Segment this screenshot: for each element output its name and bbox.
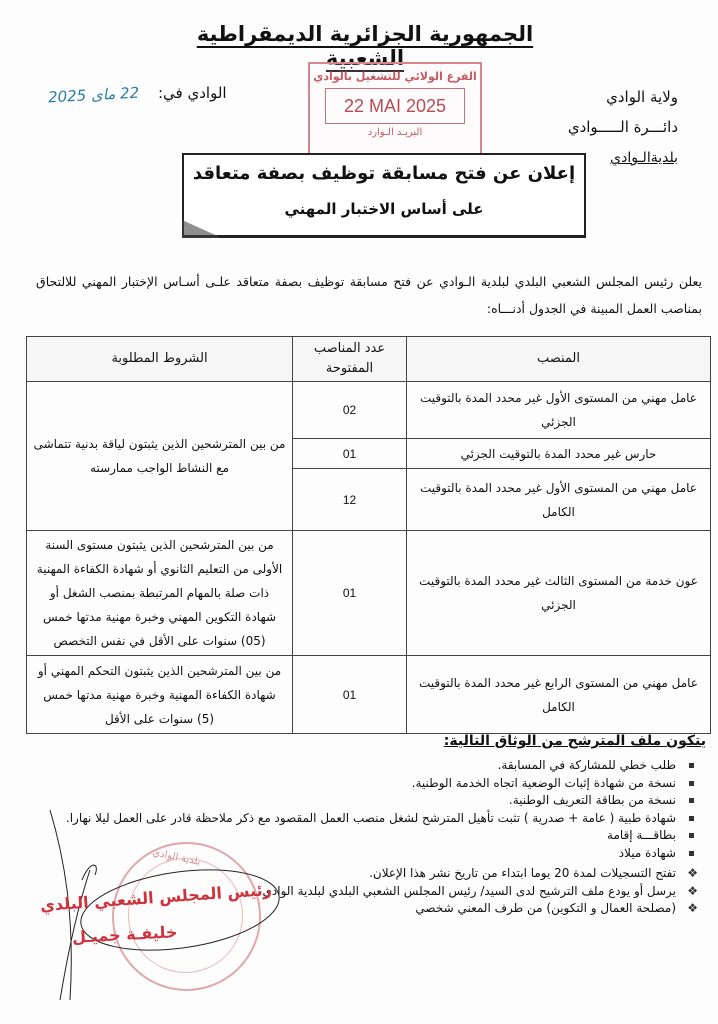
handwritten-date: 22 ماى 2025 bbox=[47, 83, 140, 107]
positions-table bbox=[26, 336, 711, 734]
document-item: نسخة من شهادة إثبات الوضعية اتجاه الخدمة الوطنية. bbox=[66, 775, 706, 793]
diamond-bullet-icon: ❖ bbox=[687, 883, 698, 898]
header-conditions: الشروط المطلوبة bbox=[27, 337, 293, 382]
post-count: 02 bbox=[293, 382, 407, 439]
announcement-title-line2: على أساس الاختبار المهني bbox=[284, 200, 484, 218]
stamp-incoming-mail: البريـد الـوارد bbox=[367, 127, 423, 138]
post-count: 01 bbox=[293, 439, 407, 469]
diamond-bullet-icon: ❖ bbox=[687, 866, 698, 880]
table-row bbox=[27, 382, 711, 439]
note-item bbox=[263, 865, 707, 883]
note-text: يرسل أو يودع ملف الترشيح لدى السيد/ رئيس المجلس الشعبي البلدي لبلدية الوادي bbox=[262, 883, 676, 898]
document-item: شهادة ميلاد bbox=[66, 845, 706, 863]
header-count: عدد المناصب المفتوحة bbox=[293, 337, 407, 382]
announcement-title-box bbox=[182, 153, 586, 238]
header-post: المنصب bbox=[406, 337, 710, 382]
post-conditions: من بين المترشحين الذين يثبتون لياقة بدنية تتماشى مع النشاط الواجب ممارسته bbox=[27, 382, 293, 531]
commune-label: بلديةالـوادي bbox=[610, 150, 678, 166]
page-fold-decoration bbox=[182, 220, 222, 238]
diamond-bullet-icon: ❖ bbox=[687, 901, 698, 915]
document-item: شهادة طبية ( عامة + صدرية ) تثبت تأهيل المترشح لشغل منصب العمل المقصود مع ذكر ملاحظة قادر على العمل ليلا نهارا. bbox=[66, 810, 706, 828]
post-name: عامل مهني من المستوى الرابع غير محدد المدة بالتوقيت الكامل bbox=[406, 656, 710, 734]
wilaya-label: ولاية الوادي bbox=[606, 88, 678, 106]
signatory-name: خليفـة جميـل bbox=[71, 922, 178, 947]
post-conditions: من بين المترشحين الذين يثبتون مستوى السنة الأولى من التعليم الثانوي أو شهادة الكفاءة المهنية ذات صلة بالمهام المرتبطة بمنصب الشغل أو شهادة التكوين المهني وخبرة مهنية مدتها خمس (05) سنوات على الأقل في نفس التخصص bbox=[27, 531, 293, 656]
post-count: 12 bbox=[293, 469, 407, 531]
note-item bbox=[263, 883, 707, 901]
post-conditions: من بين المترشحين الذين يثبتون التحكم المهني أو شهادة الكفاءة المهنية وخبرة مهنية مدتها خمس (5) سنوات على الأقل bbox=[27, 656, 293, 734]
note-text: (مصلحة العمال و التكوين) من طرف المعني شخصي bbox=[415, 901, 676, 915]
document-item: بطاقـــة إقامة bbox=[66, 827, 706, 845]
post-count: 01 bbox=[293, 656, 407, 734]
daira-label: دائـــرة الـــــوادي bbox=[567, 118, 678, 136]
announcement-title-line1: إعلان عن فتح مسابقة توظيف بصفة متعاقد bbox=[192, 163, 576, 184]
signatory-title: رئيس المجلس الشعبي البلدي bbox=[39, 879, 273, 916]
table-header-row bbox=[27, 337, 711, 382]
post-count: 01 bbox=[293, 531, 407, 656]
reception-stamp bbox=[308, 62, 482, 162]
post-name: حارس غير محدد المدة بالتوقيت الجزئي bbox=[406, 439, 710, 469]
document-item: طلب خطي للمشاركة في المسابقة. bbox=[66, 757, 706, 775]
stamp-date: 22 MAI 2025 bbox=[325, 88, 465, 124]
table-row bbox=[27, 531, 711, 656]
document-item: نسخة من بطاقة التعريف الوطنية. bbox=[66, 792, 706, 810]
seal-text: بلدية الوادي bbox=[151, 847, 202, 868]
notes-list bbox=[263, 865, 707, 918]
table-row bbox=[27, 656, 711, 734]
post-name: عون خدمة من المستوى الثالث غير محدد المدة بالتوقيت الجزئي bbox=[406, 531, 710, 656]
place-date-label: الوادي في: bbox=[158, 84, 227, 102]
note-text: تفتح التسجيلات لمدة 20 يوما ابتداء من تاريخ نشر هذا الإعلان. bbox=[369, 866, 676, 880]
post-name: عامل مهني من المستوى الأول غير محدد المدة بالتوقيت الكامل bbox=[406, 469, 710, 531]
republic-header: الجمهورية الجزائرية الديمقراطية الشعبية bbox=[196, 22, 534, 70]
post-name: عامل مهني من المستوى الأول غير محدد المدة بالتوقيت الجزئي bbox=[406, 382, 710, 439]
documents-heading: يتكون ملف المترشح من الوثاق التالية: bbox=[443, 733, 706, 749]
stamp-office: الفرع الولائي للتشغيل بالوادي bbox=[313, 70, 477, 83]
intro-paragraph: يعلن رئيس المجلس الشعبي البلدي لبلدية الـوادي عن فتح مسابقة توظيف بصفة متعاقد علـى أسـاس الإختبار المهني للالتحاق بمناصب العمل المبينة في الجدول أدنـــاه: bbox=[36, 274, 702, 316]
note-item bbox=[263, 900, 707, 918]
